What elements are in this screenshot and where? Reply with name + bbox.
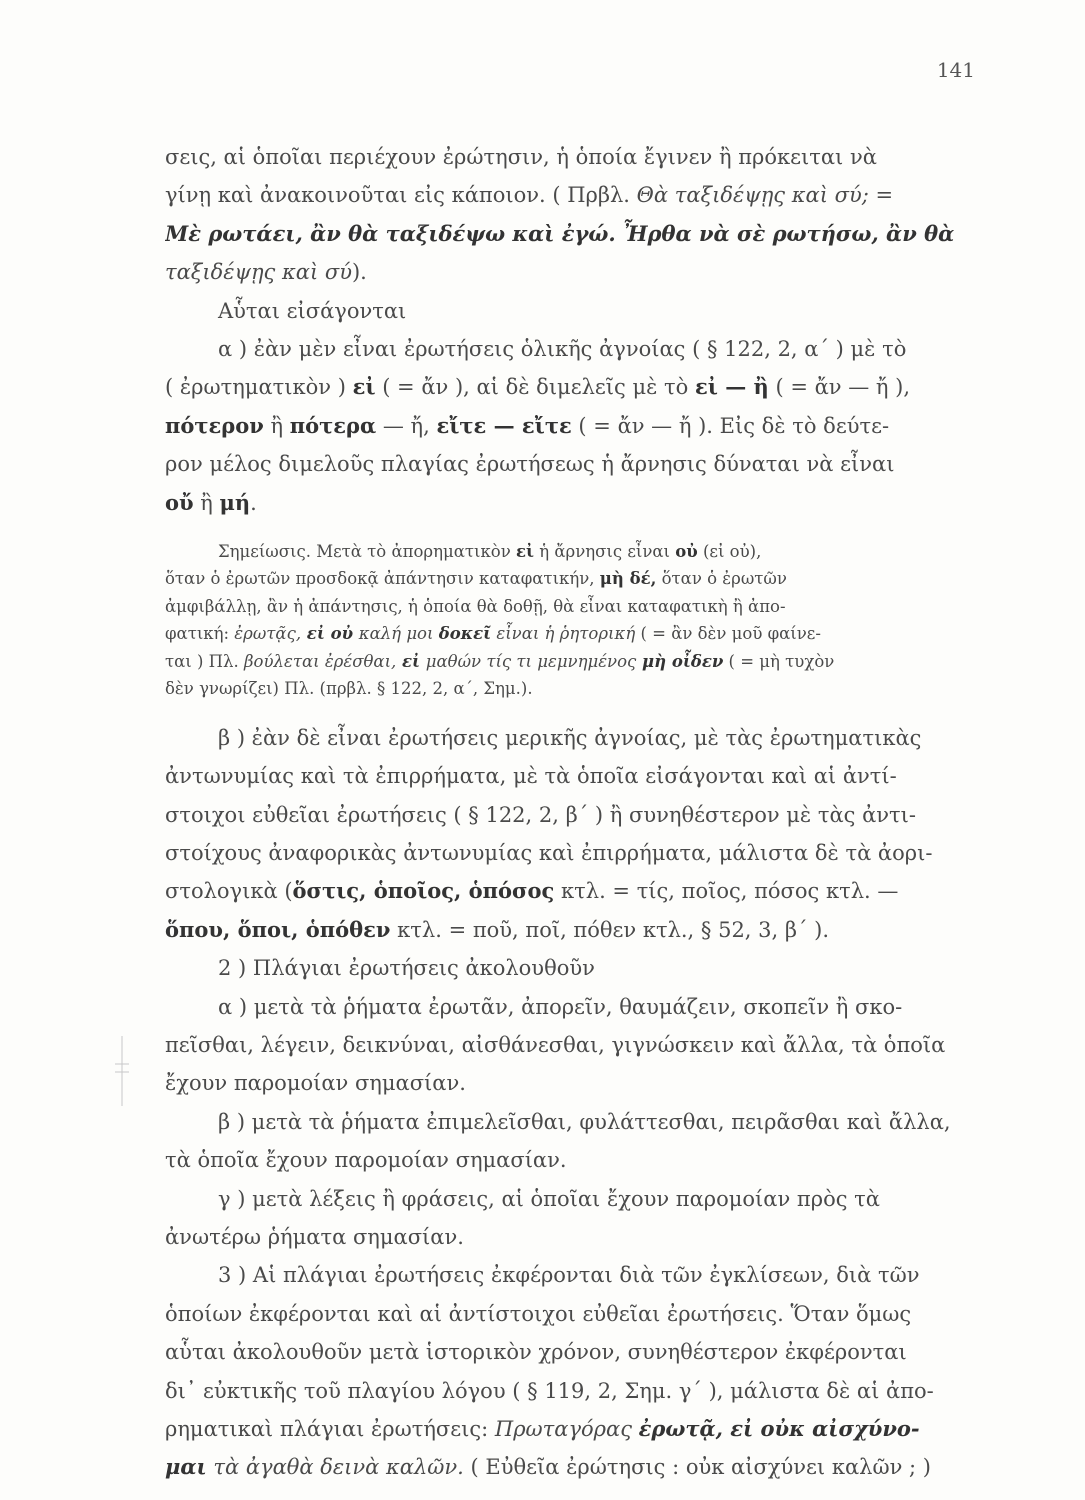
text-line: Μὲ ρωτάει, ἂν θὰ ταξιδέψω καὶ ἐγώ. Ἦρθα νὰ σὲ ρωτήσω, ἂν θὰ bbox=[165, 220, 955, 246]
text-line: ἀνωτέρω ῥήματα σημασίαν. bbox=[165, 1224, 464, 1249]
text-line: οὔ ἢ μή. bbox=[165, 489, 257, 515]
text-line: ὅπου, ὅποι, ὁπόθεν κτλ. = ποῦ, ποῖ, πόθεν κτλ., § 52, 3, β΄ ). bbox=[165, 916, 830, 942]
note-line: ται ) Πλ. βούλεται ἐρέσθαι, εἰ μαθών τίς τι μεμνημένος μὴ οἶδεν ( = μὴ τυχὸν bbox=[165, 651, 835, 671]
text-line: τὰ ὁποῖα ἔχουν παρομοίαν σημασίαν. bbox=[165, 1148, 567, 1173]
text-line: στοίχους ἀναφορικὰς ἀντωνυμίας καὶ ἐπιρρήματα, μάλιστα δὲ τὰ ἀορι- bbox=[165, 841, 933, 866]
text-line: β ) μετὰ τὰ ῥήματα ἐπιμελεῖσθαι, φυλάττεσθαι, πειρᾶσθαι καὶ ἄλλα, bbox=[218, 1109, 951, 1134]
text-line: β ) ἐὰν δὲ εἶναι ἐρωτήσεις μερικῆς ἀγνοίας, μὲ τὰς ἐρωτηματικὰς bbox=[218, 725, 922, 750]
text-line: 2 ) Πλάγιαι ἐρωτήσεις ἀκολουθοῦν bbox=[218, 956, 595, 981]
text-line: πεῖσθαι, λέγειν, δεικνύναι, αἰσθάνεσθαι, γιγνώσκειν καὶ ἄλλα, τὰ ὁποῖα bbox=[165, 1033, 946, 1058]
text-line: ἀντωνυμίας καὶ τὰ ἐπιρρήματα, μὲ τὰ ὁποῖα εἰσάγονται καὶ αἱ ἀντί- bbox=[165, 764, 897, 789]
text-line: ἔχουν παρομοίαν σημασίαν. bbox=[165, 1071, 466, 1096]
margin-pencil-mark bbox=[112, 1036, 132, 1106]
text-line: ( ἐρωτηματικὸν ) εἰ ( = ἄν ), αἱ δὲ διμελεῖς μὲ τὸ εἰ — ἢ ( = ἄν — ἤ ), bbox=[165, 374, 911, 400]
note-line: Σημείωσις. Μετὰ τὸ ἀπορηματικὸν εἰ ἡ ἄρνησις εἶναι οὐ (εἰ οὐ), bbox=[218, 541, 762, 561]
page-body bbox=[165, 138, 980, 1487]
text-line: αὗται ἀκολουθοῦν μετὰ ἱστορικὸν χρόνον, συνηθέστερον ἐκφέρονται bbox=[165, 1340, 907, 1365]
text-line: γ ) μετὰ λέξεις ἢ φράσεις, αἱ ὁποῖαι ἔχουν παρομοίαν πρὸς τὰ bbox=[218, 1186, 880, 1211]
text-line: δι᾽ εὐκτικῆς τοῦ πλαγίου λόγου ( § 119, 2, Σημ. γ΄ ), μάλιστα δὲ αἱ ἀπο- bbox=[165, 1378, 934, 1403]
page-number: 141 bbox=[936, 58, 975, 82]
text-line: 3 ) Αἱ πλάγιαι ἐρωτήσεις ἐκφέρονται διὰ τῶν ἐγκλίσεων, διὰ τῶν bbox=[218, 1263, 920, 1288]
text-line: α ) ἐὰν μὲν εἶναι ἐρωτήσεις ὁλικῆς ἀγνοίας ( § 122, 2, α΄ ) μὲ τὸ bbox=[218, 336, 907, 361]
text-line: στολογικὰ (ὅστις, ὁποῖος, ὁπόσος κτλ. = τίς, ποῖος, πόσος κτλ. — bbox=[165, 878, 899, 904]
text-line: γίνῃ καὶ ἀνακοινοῦται εἰς κάποιον. ( Πρβλ. Θὰ ταξιδέψῃς καὶ σύ; = bbox=[165, 183, 894, 208]
note-line: ἀμφιβάλλῃ, ἂν ἡ ἀπάντησις, ἡ ὁποία θὰ δοθῇ, θὰ εἶναι καταφατικὴ ἢ ἀπο- bbox=[165, 596, 786, 616]
text-line: σεις, αἱ ὁποῖαι περιέχουν ἐρώτησιν, ἡ ὁποία ἔγινεν ἢ πρόκειται νὰ bbox=[165, 145, 877, 169]
text-line: ρηματικαὶ πλάγιαι ἐρωτήσεις: Πρωταγόρας ἐρωτᾷ, εἰ οὐκ αἰσχύνο- bbox=[165, 1415, 920, 1441]
text-line: α ) μετὰ τὰ ῥήματα ἐρωτᾶν, ἀπορεῖν, θαυμάζειν, σκοπεῖν ἢ σκο- bbox=[218, 994, 903, 1019]
text-line: στοιχοι εὐθεῖαι ἐρωτήσεις ( § 122, 2, β΄ ) ἢ συνηθέστερον μὲ τὰς ἀντι- bbox=[165, 802, 917, 827]
note-line: δὲν γνωρίζει) Πλ. (πρβλ. § 122, 2, α΄, Σημ.). bbox=[165, 679, 533, 699]
text-line: ὁποίων ἐκφέρονται καὶ αἱ ἀντίστοιχοι εὐθεῖαι ἐρωτήσεις. Ὅταν ὅμως bbox=[165, 1301, 912, 1326]
note-line: φατική: ἐρωτᾷς, εἰ οὐ καλή μοι δοκεῖ εἶναι ἡ ῥητορική ( = ἂν δὲν μοῦ φαίνε- bbox=[165, 624, 821, 644]
text-line: μαι τὰ ἀγαθὰ δεινὰ καλῶν. ( Εὐθεῖα ἐρώτησις : οὐκ αἰσχύνει καλῶν ; ) bbox=[165, 1454, 931, 1480]
note-block bbox=[165, 538, 980, 703]
text-line: πότερον ἢ πότερα — ἤ, εἴτε — εἴτε ( = ἄν — ἤ ). Εἰς δὲ τὸ δεύτε- bbox=[165, 412, 890, 438]
note-line: ὅταν ὁ ἐρωτῶν προσδοκᾷ ἀπάντησιν καταφατικήν, μὴ δέ, ὅταν ὁ ἐρωτῶν bbox=[165, 569, 787, 589]
text-line: ταξιδέψῃς καὶ σύ). bbox=[165, 260, 367, 285]
text-line: ρον μέλος διμελοῦς πλαγίας ἐρωτήσεως ἡ ἄρνησις δύναται νὰ εἶναι bbox=[165, 452, 895, 477]
text-line: Αὗται εἰσάγονται bbox=[218, 298, 407, 323]
